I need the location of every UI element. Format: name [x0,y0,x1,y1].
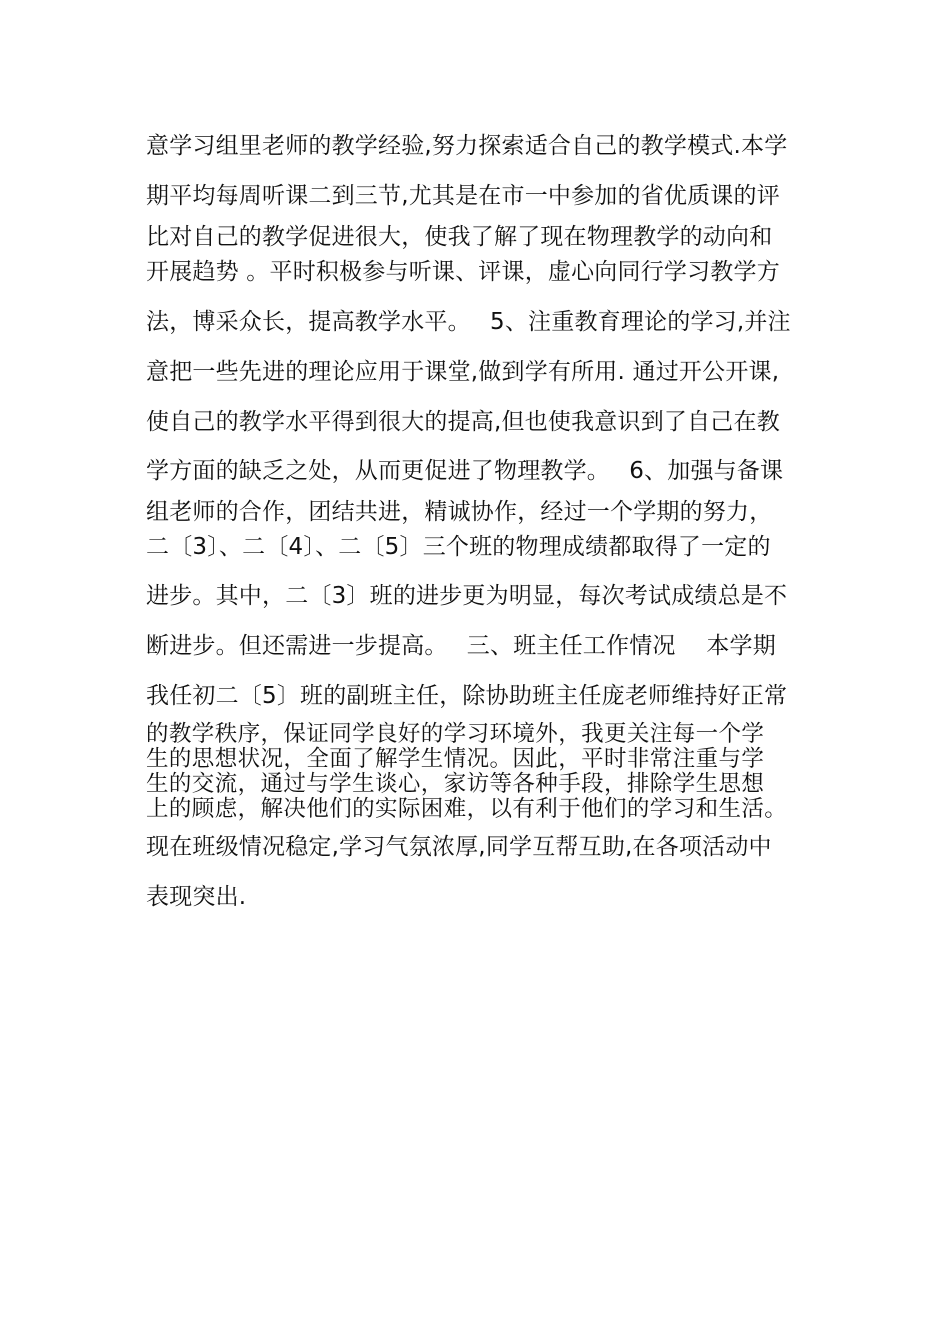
text-line-8: 学方面的缺乏之处，从而更促进了物理教学。 6、加强与备课 [146,458,784,484]
text-line-17: 上的顾虑，解决他们的实际困难，以有利于他们的学习和生活。 [146,796,788,822]
text-line-16: 生的交流，通过与学生谈心，家访等各种手段，排除学生思想 [146,771,765,797]
text-line-9: 组老师的合作，团结共进，精诚协作，经过一个学期的努力， [146,499,773,525]
text-line-3: 比对自己的教学促进很大，使我了解了现在物理教学的动向和 [146,224,773,250]
text-line-19: 表现突出. [146,884,247,910]
text-line-11: 进步。其中，二〔3〕班的进步更为明显，每次考试成绩总是不 [146,583,788,609]
text-line-10: 二〔3〕、二〔4〕、二〔5〕三个班的物理成绩都取得了一定的 [146,534,771,560]
text-line-7: 使自己的教学水平得到很大的提高,但也使我意识到了自己在教 [146,409,780,435]
text-line-6: 意把一些先进的理论应用于课堂,做到学有所用. 通过开公开课, [146,359,780,385]
text-line-12: 断进步。但还需进一步提高。 三、班主任工作情况 本学期 [146,633,776,659]
text-line-4: 开展趋势 。平时积极参与听课、评课，虚心向同行学习教学方 [146,259,780,285]
text-line-5: 法，博采众长，提高教学水平。 5、注重教育理论的学习,并注 [146,309,791,335]
text-line-14: 的教学秩序，保证同学良好的学习环境外，我更关注每一个学 [146,721,765,747]
text-line-15: 生的思想状况，全面了解学生情况。因此，平时非常注重与学 [146,746,765,772]
text-line-18: 现在班级情况稳定,学习气氛浓厚,同学互帮互助,在各项活动中 [146,834,772,860]
text-line-2: 期平均每周听课二到三节,尤其是在市一中参加的省优质课的评 [146,183,780,209]
text-line-13: 我任初二〔5〕班的副班主任，除协助班主任庞老师维持好正常 [146,683,788,709]
text-line-1: 意学习组里老师的教学经验,努力探索适合自己的教学模式.本学 [146,133,788,159]
